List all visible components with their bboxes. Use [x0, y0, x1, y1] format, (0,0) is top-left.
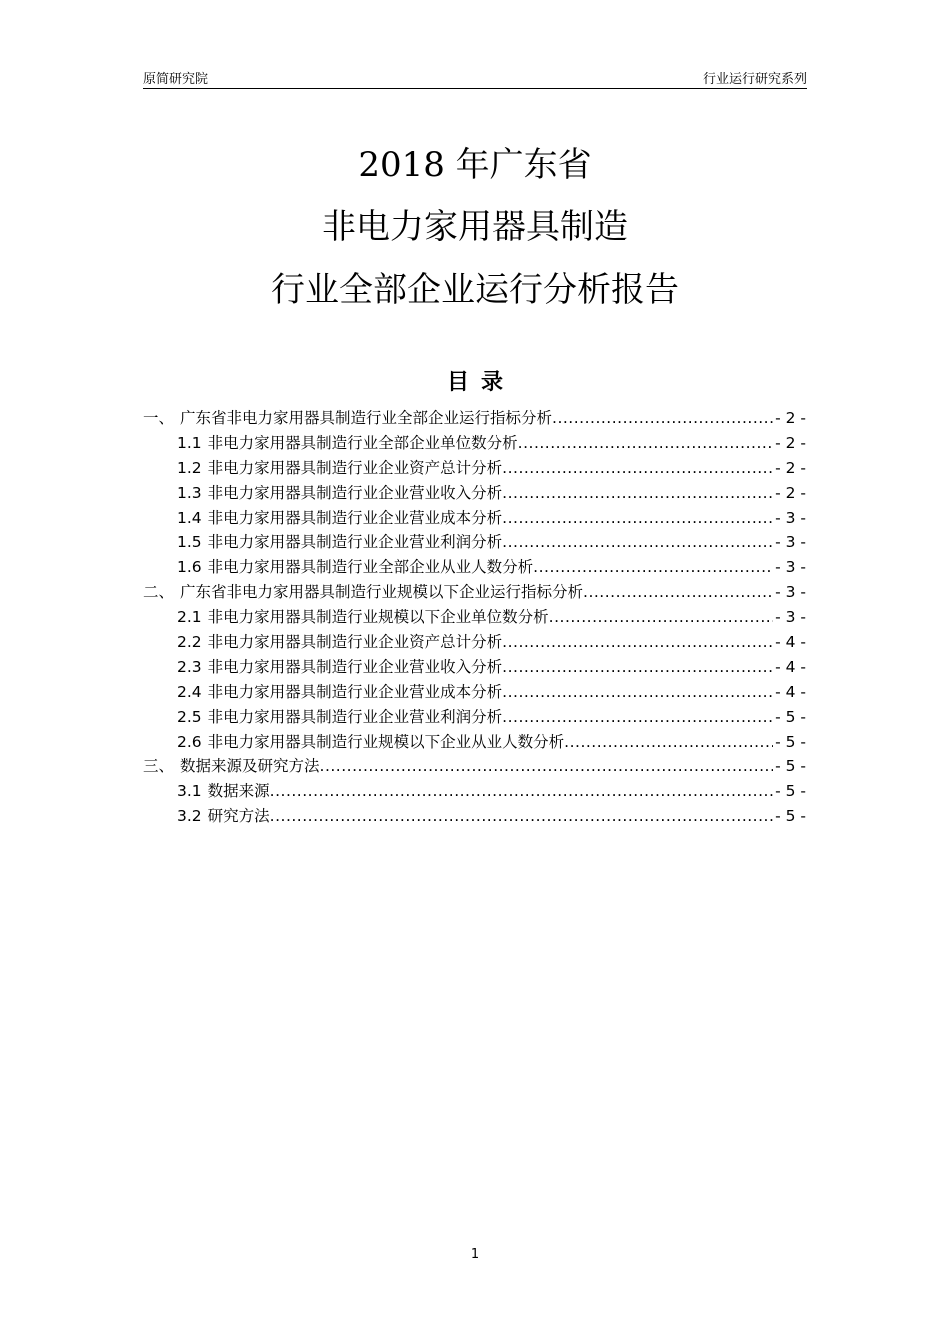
toc-item-number: 1.3 [177, 483, 202, 502]
toc-item-number: 3.1 [177, 782, 202, 801]
toc-leader-dots [502, 506, 773, 531]
toc-leader-dots [502, 655, 773, 680]
toc-item-page: - 5 - [775, 782, 806, 801]
toc-item-number: 2.1 [177, 608, 202, 627]
toc-item-1-2[interactable] [143, 456, 806, 481]
toc-item-page: - 5 - [775, 757, 806, 776]
toc-item-text: 非电力家用器具制造行业企业营业利润分析 [207, 533, 503, 552]
toc-item-text: 非电力家用器具制造行业全部企业单位数分析 [207, 433, 518, 452]
toc-leader-dots [533, 555, 773, 580]
toc-item-2-5[interactable] [143, 705, 806, 730]
toc-heading: 目录 [446, 370, 515, 395]
toc-item-3-2[interactable] [143, 804, 806, 829]
toc-item-2-3[interactable] [143, 655, 806, 680]
report-title-line-1: 2018 年广东省 [358, 145, 592, 185]
toc-item-number: 1.2 [177, 458, 202, 477]
toc-item-2-2[interactable] [143, 630, 806, 655]
report-title-line-3: 行业全部企业运行分析报告 [271, 270, 679, 310]
toc-leader-dots [549, 605, 773, 630]
toc-leader-dots [320, 754, 774, 779]
toc-item-3[interactable] [143, 754, 806, 779]
toc-item-text: 广东省非电力家用器具制造行业全部企业运行指标分析 [180, 409, 553, 427]
toc-item-page: - 5 - [775, 732, 806, 751]
toc-item-2-6[interactable] [143, 730, 806, 755]
toc-item-text: 非电力家用器具制造行业全部企业从业人数分析 [207, 558, 534, 577]
toc-item-page: - 3 - [775, 508, 806, 527]
toc-item-number: 2.4 [177, 682, 202, 701]
toc-leader-dots [502, 456, 773, 481]
toc-item-number: 1.6 [177, 558, 202, 577]
toc-item-number: 2.5 [177, 707, 202, 726]
toc-item-2-1[interactable] [143, 605, 806, 630]
toc-item-text: 非电力家用器具制造行业企业营业收入分析 [207, 657, 503, 676]
toc-item-number: 1.5 [177, 533, 202, 552]
toc-item-number: 1.4 [177, 508, 202, 527]
toc-item-number: 3.2 [177, 807, 202, 826]
toc-item-number: 2.3 [177, 657, 202, 676]
toc-item-text: 非电力家用器具制造行业企业营业收入分析 [207, 483, 503, 502]
page-number: 1 [470, 1247, 480, 1262]
toc-item-text: 非电力家用器具制造行业企业营业成本分析 [207, 508, 503, 527]
toc-leader-dots [564, 730, 773, 755]
toc-item-number: 二、 [143, 583, 175, 602]
toc-item-number: 2.6 [177, 732, 202, 751]
toc-item-number: 一、 [143, 409, 175, 427]
toc-item-text: 非电力家用器具制造行业企业营业成本分析 [207, 682, 503, 701]
toc-item-page: - 4 - [775, 682, 806, 701]
toc-item-number: 三、 [143, 757, 175, 776]
toc-item-page: - 2 - [775, 409, 806, 427]
toc-item-text: 研究方法 [207, 807, 270, 826]
toc-item-page: - 2 - [775, 483, 806, 502]
toc-leader-dots [502, 630, 773, 655]
toc-leader-dots [270, 804, 773, 829]
toc-leader-dots [502, 481, 773, 506]
toc-leader-dots [502, 705, 773, 730]
toc-item-1-3[interactable] [143, 481, 806, 506]
toc-item-1-1[interactable] [143, 431, 806, 456]
toc-item-1[interactable] [143, 406, 806, 431]
toc-item-page: - 3 - [775, 583, 806, 602]
toc-leader-dots [270, 779, 773, 804]
toc-item-text: 非电力家用器具制造行业企业营业利润分析 [207, 707, 503, 726]
header-series: 行业运行研究系列 [702, 72, 807, 87]
header-organization: 原简研究院 [143, 72, 209, 87]
toc-item-page: - 2 - [775, 433, 806, 452]
toc-item-text: 非电力家用器具制造行业规模以下企业从业人数分析 [207, 732, 565, 751]
toc-item-page: - 3 - [775, 608, 806, 627]
toc-item-1-4[interactable] [143, 506, 806, 531]
toc-leader-dots [518, 431, 773, 456]
toc-leader-dots [502, 530, 773, 555]
toc-item-text: 数据来源及研究方法 [180, 757, 320, 776]
toc-item-page: - 5 - [775, 807, 806, 826]
toc-item-text: 非电力家用器具制造行业企业资产总计分析 [207, 458, 503, 477]
toc-item-number: 2.2 [177, 633, 202, 652]
toc-leader-dots [583, 580, 773, 605]
toc-item-text: 非电力家用器具制造行业企业资产总计分析 [207, 633, 503, 652]
toc-item-page: - 3 - [775, 533, 806, 552]
toc-item-text: 广东省非电力家用器具制造行业规模以下企业运行指标分析 [180, 583, 584, 602]
report-title-line-2: 非电力家用器具制造 [322, 207, 628, 247]
toc-item-number: 1.1 [177, 433, 202, 452]
toc-item-page: - 4 - [775, 657, 806, 676]
toc-item-text: 数据来源 [207, 782, 270, 801]
toc-item-page: - 4 - [775, 633, 806, 652]
toc-item-page: - 5 - [775, 707, 806, 726]
toc-item-2-4[interactable] [143, 680, 806, 705]
toc-item-2[interactable] [143, 580, 806, 605]
toc-item-1-6[interactable] [143, 555, 806, 580]
toc-item-1-5[interactable] [143, 530, 806, 555]
toc-item-3-1[interactable] [143, 779, 806, 804]
page-header [143, 66, 807, 89]
toc-item-page: - 3 - [775, 558, 806, 577]
toc-item-text: 非电力家用器具制造行业规模以下企业单位数分析 [207, 608, 549, 627]
toc-leader-dots [552, 406, 773, 431]
toc-leader-dots [502, 680, 773, 705]
toc-item-page: - 2 - [775, 458, 806, 477]
table-of-contents [143, 406, 806, 829]
